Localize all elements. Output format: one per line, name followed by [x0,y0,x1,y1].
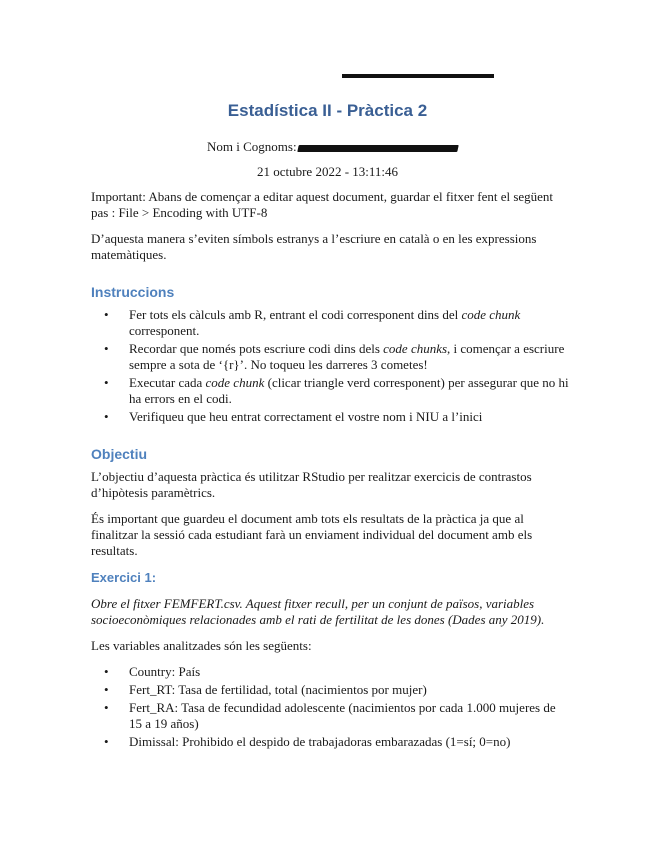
list-item: • Dimissal: Prohibido el despido de trabajadoras embarazadas (1=sí; 0=no) [91,734,571,750]
variables-intro: Les variables analitzades són les següents: [91,638,312,653]
list-item: • Country: País [91,664,571,680]
author-line [207,139,458,155]
objectiu-paragraph-2: És important que guardeu el document amb tots els resultats de la pràctica ja que al finalitzar la sessió cada estudiant farà un enviament individual del document amb els resultats. [91,511,533,558]
document-body [91,189,571,760]
objectiu-paragraph-1: L’objectiu d’aquesta pràctica és utilitzar RStudio per realitzar exercicis de contrastos d’hipòtesis paramètrics. [91,469,532,500]
list-item: • Recordar que només pots escriure codi dins dels code chunks, i començar a escriure sempre a sota de ‘{r}’. No toqueu les darreres 3 cometes! [91,341,571,373]
list-item: • Verifiqueu que heu entrat correctament el vostre nom i NIU a l’inici [91,409,571,425]
header-rule [342,74,494,78]
exercici-1-description: Obre el fitxer FEMFERT.csv. Aquest fitxer recull, per un conjunt de països, variables socioeconòmiques relacionades amb el rati de fertilitat de les dones (Dades any 2019). [91,596,545,627]
section-heading-instruccions: Instruccions [91,284,175,300]
instructions-list [91,307,571,425]
redacted-name [297,145,458,152]
list-item: • Executar cada code chunk (clicar triangle verd corresponent) per assegurar que no hi ha errors en el codi. [91,375,571,407]
variables-list [91,664,571,750]
list-item: • Fert_RT: Tasa de fertilidad, total (nacimientos por mujer) [91,682,571,698]
section-heading-exercici-1: Exercici 1: [91,570,157,585]
page-title: Estadística II - Pràctica 2 [227,101,428,120]
document-date: 21 octubre 2022 - 13:11:46 [256,164,399,179]
list-item: • Fer tots els càlculs amb R, entrant el codi corresponent dins del code chunk corresponent. [91,307,571,339]
intro-paragraph-2: D’aquesta manera s’eviten símbols estranys a l’escriure en català o en les expressions matemàtiques. [91,231,537,262]
author-label: Nom i Cognoms: [207,139,297,154]
intro-paragraph-1: Important: Abans de començar a editar aquest document, guardar el fitxer fent el següent pas : File > Encoding with UTF-8 [91,189,554,220]
list-item: • Fert_RA: Tasa de fecundidad adolescente (nacimientos por cada 1.000 mujeres de 15 a 19 años) [91,700,571,732]
section-heading-objectiu: Objectiu [91,446,148,462]
